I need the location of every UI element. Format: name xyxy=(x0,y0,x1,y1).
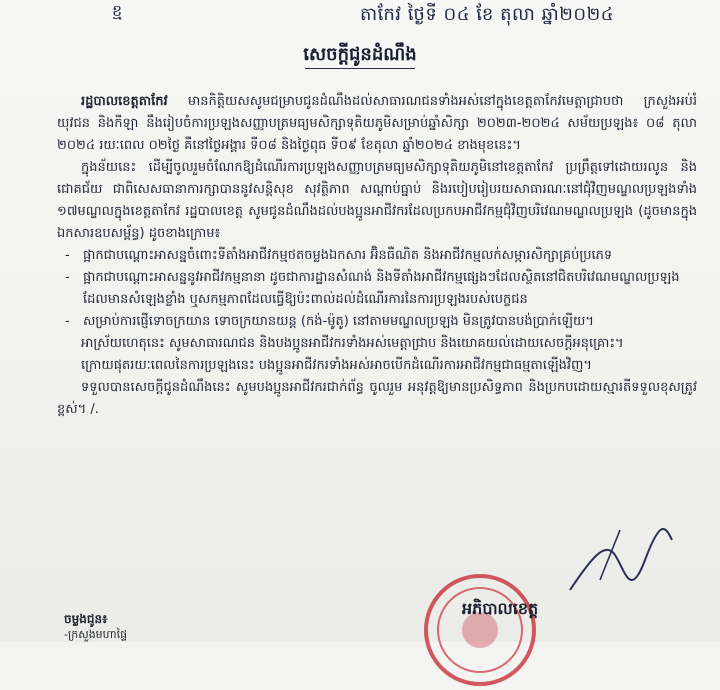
document-body xyxy=(57,91,697,421)
measure-item: - ផ្អាកជាបណ្តោះអាសន្នចំពោះទីតាំងអាជីវកម្មថតចម្លងឯកសារ អ៊ិនធឺណិត និងអាជីវកម្មលក់សម្ភារសិក្សាគ្រប់ប្រភេទ xyxy=(57,245,697,267)
paragraph-request: អាស្រ័យហេតុនេះ សូមសាធារណជន និងបងប្អូនអាជីវករទាំងអស់មេត្តាជ្រាប និងយោគយល់ដោយសេចក្តីអនុគ្រោះ។ xyxy=(81,336,624,351)
handwritten-signature xyxy=(560,520,680,610)
document-title: សេចក្តីជូនដំណឹង xyxy=(303,44,417,65)
title-underline xyxy=(305,68,415,69)
header-mark: ខ្ម xyxy=(112,1,123,20)
paragraph-resume: ក្រោយផុតរយៈពេលនៃការប្រឡងនេះ បងប្អូនអាជីវករទាំងអស់អាចបើកដំណើរការអាជីវកម្មជាធម្មតាឡើងវិញ។ xyxy=(81,358,592,373)
measure-item: - សម្រាប់ការផ្ញើទោចក្រយាន ទោចក្រយានយន្ត (កង់-ម៉ូតូ) នៅតាមមណ្ឌលប្រឡង មិនត្រូវបានបង់ប្រាក់ឡើយ។ xyxy=(57,311,697,333)
paragraph-intro xyxy=(57,91,697,157)
paragraph-closing: ទទួលបានសេចក្តីជូនដំណឹងនេះ សូមបងប្អូនអាជីវករជាក់ព័ន្ធ ចូលរួម អនុវត្តឱ្យមានប្រសិទ្ធភាព និងប្រកបដោយស្មារតីទទួលខុសត្រូវខ្ពស់។ /. xyxy=(57,380,697,417)
cc-title: ចម្លងជូន៖ xyxy=(64,612,108,626)
cc-item: -ក្រសួងមហាផ្ទៃ xyxy=(64,628,128,641)
measure-item: - ផ្អាកជាបណ្តោះអាសន្ននូវអាជីវកម្មនានា ដូចជាការដ្ឋានសំណង់ និងទីតាំងអាជីវកម្មផ្សេងៗដែលស្ថិតនៅជិតបរិវេណមណ្ឌលប្រឡងដែលមានសំឡេងខ្លាំង ឬសកម្មភាពដែលធ្វើឱ្យប៉ះពាល់ដល់ដំណើរការនៃការប្រឡងរបស់បេក្ខជន xyxy=(57,267,697,311)
paragraph-intro-rest: មានកិត្តិយសសូមជម្រាបជូនដំណឹងដល់សាធារណជនទាំងអស់នៅក្នុងខេត្តតាកែវមេត្តាជ្រាបថា ក្រសួងអប់រំ យុវជន និងកីឡា នឹងរៀបចំការប្រឡងសញ្ញាបត្រមធ្យមសិក្សាទុតិយភូមិសម្រាប់ឆ្នាំសិក្សា ២០២៣-២០២៤ សម័យប្រឡង៖ ០៨ តុលា ២០២៤ រយៈពេល ០២ថ្ងៃ គឺនៅថ្ងៃអង្គារ ទី០៨ និងថ្ងៃពុធ ទី០៩ ខែតុលា ឆ្នាំ២០២៤ ខាងមុខនេះ។ xyxy=(57,94,697,153)
official-seal xyxy=(420,570,540,690)
paragraph-purpose: ក្នុងន័យនេះ ដើម្បីចូលរួមចំណែកឱ្យដំណើរការប្រឡងសញ្ញាបត្រមធ្យមសិក្សាទុតិយភូមិនៅខេត្តតាកែវ ប្រព្រឹត្តទៅដោយរលូន និងជោគជ័យ ជាពិសេសធានាការក្សាបាននូវសន្តិសុខ សុវត្ថិភាព សណ្តាប់ធ្នាប់ និងរបៀបរៀបរយសាធារណៈនៅជុំវិញមណ្ឌលប្រឡងទាំង ១៧មណ្ឌលក្នុងខេត្តតាកែវ រដ្ឋបាលខេត្ត សូមជូនដំណឹងដល់បងប្អូនអាជីវករដែលប្រកបអាជីវកម្មជុំវិញបរិវេណមណ្ឌលប្រឡង (ដូចមានក្នុងឯកសារឧបសម្ព័ន្ធ) ដូចខាងក្រោម៖ xyxy=(57,160,697,241)
signer-title: អភិបាលខេត្ត xyxy=(462,599,539,618)
header-date: តាកែវ ថ្ងៃទី ០៤ ខែ តុលា ឆ្នាំ២០២៤ xyxy=(360,4,614,25)
paragraph-intro-lead: រដ្ឋបាលខេត្តតាកែវ xyxy=(81,94,168,109)
measures-list xyxy=(57,245,697,333)
